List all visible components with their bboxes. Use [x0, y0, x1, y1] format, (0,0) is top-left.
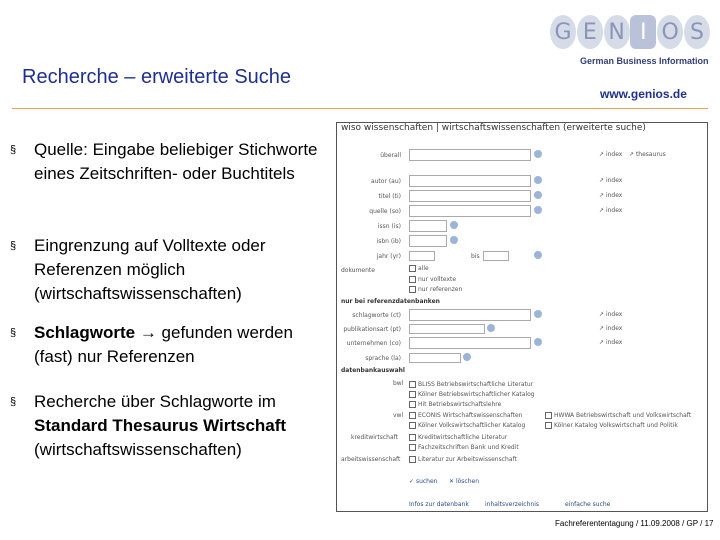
bullet-text: Eingrenzung auf Volltexte oder Referenzen möglich (wirtschaftswissenschaften): [34, 236, 266, 303]
bullet-marker: §: [10, 144, 17, 156]
index-link[interactable]: ↗ index: [599, 177, 623, 184]
field-label: jahr (yr): [376, 253, 401, 260]
index-link[interactable]: ↗ index: [599, 207, 623, 214]
index-link[interactable]: ↗ index: [599, 339, 623, 346]
thesaurus-link[interactable]: ↗ thesaurus: [629, 151, 666, 158]
dokumente-option[interactable]: nur referenzen: [409, 286, 462, 293]
arbeit-label: arbeitswissenschaft: [341, 456, 401, 463]
year-bis-label: bis: [471, 253, 480, 260]
bullet-bold: Standard Thesaurus Wirtschaft: [34, 416, 287, 435]
help-icon[interactable]: [534, 206, 542, 214]
database-option[interactable]: Kreditwirtschaftliche Literatur: [409, 434, 507, 441]
field-row: [337, 205, 707, 219]
slide-footer: Fachreferententagung / 11.09.2008 / GP / 17: [555, 519, 714, 528]
field-row: [337, 149, 707, 163]
bullet-marker: §: [10, 396, 17, 408]
isbn-input[interactable]: [409, 235, 447, 247]
database-option[interactable]: Literatur zur Arbeitswissenschaft: [409, 456, 517, 463]
database-option[interactable]: Fachzeitschriften Bank und Kredit: [409, 444, 519, 451]
year-to-select[interactable]: [483, 251, 509, 261]
dokumente-label: dokumente: [341, 267, 375, 274]
field-label: überall: [380, 152, 401, 159]
bullet-text-part: Recherche über Schlagworte im: [34, 392, 276, 411]
header-divider: [12, 108, 708, 109]
help-icon[interactable]: [534, 150, 542, 158]
help-icon[interactable]: [463, 353, 471, 361]
bullet-text: [34, 390, 324, 462]
search-button[interactable]: ✓ suchen: [409, 478, 438, 485]
pubtype-select[interactable]: [409, 324, 485, 334]
help-icon[interactable]: [534, 191, 542, 199]
logo-letter: S: [684, 15, 710, 49]
search-input[interactable]: [409, 149, 531, 161]
source-input[interactable]: [409, 205, 531, 217]
company-input[interactable]: [409, 337, 531, 349]
field-row: [337, 323, 707, 337]
field-row: [337, 175, 707, 189]
index-link[interactable]: ↗ index: [599, 311, 623, 318]
info-link[interactable]: Infos zur datenbank: [409, 501, 469, 508]
search-form-screenshot: [336, 122, 708, 512]
field-label: schlagworte (ct): [352, 312, 401, 319]
field-row: [337, 250, 707, 264]
field-label: unternehmen (co): [346, 340, 401, 347]
help-icon[interactable]: [534, 310, 542, 318]
website-url[interactable]: www.genios.de: [600, 87, 687, 101]
field-row: [337, 309, 707, 323]
index-link[interactable]: ↗ index: [599, 192, 623, 199]
bullet-marker: §: [10, 240, 17, 252]
field-row: [337, 337, 707, 351]
author-input[interactable]: [409, 175, 531, 187]
field-label: issn (is): [377, 223, 401, 230]
field-label: isbn (ib): [376, 238, 401, 245]
database-option[interactable]: ECONIS Wirtschaftswissenschaften: [409, 412, 522, 419]
field-row: [337, 352, 707, 366]
field-row: [337, 235, 707, 249]
help-icon[interactable]: [534, 176, 542, 184]
help-icon[interactable]: [450, 221, 458, 229]
referenz-heading: nur bei referenzdatenbanken: [341, 298, 440, 305]
help-icon[interactable]: [450, 236, 458, 244]
page-title: Recherche – erweiterte Suche: [22, 66, 292, 88]
field-label: quelle (so): [369, 208, 401, 215]
help-icon[interactable]: [534, 251, 542, 259]
help-icon[interactable]: [534, 338, 542, 346]
toc-link[interactable]: inhaltsverzeichnis: [485, 501, 540, 508]
bullet-text-part: (wirtschaftswissenschaften): [34, 440, 242, 459]
field-label: titel (ti): [378, 193, 401, 200]
issn-input[interactable]: [409, 220, 447, 232]
kredit-label: kreditwirtschaft: [351, 434, 398, 441]
bullet-rest: gefunden werden (fast) nur Referenzen: [34, 323, 293, 366]
index-link[interactable]: ↗ index: [599, 325, 623, 332]
logo-letter: N: [604, 15, 630, 49]
bullet-text: [34, 321, 324, 369]
field-label: sprache (la): [365, 355, 401, 362]
database-option[interactable]: Kölner Volkswirtschaftlicher Katalog: [409, 422, 525, 429]
datenbank-heading: datenbankauswahl: [341, 367, 405, 374]
vwl-label: vwl: [393, 412, 404, 419]
dokumente-option[interactable]: alle: [409, 265, 429, 272]
field-label: publikationsart (pt): [343, 326, 401, 333]
bullet-bold: Schlagworte: [34, 323, 136, 342]
year-from-select[interactable]: [409, 251, 435, 261]
field-label: autor (au): [370, 178, 401, 185]
database-option[interactable]: Hit Betriebswirtschaftslehre: [409, 401, 501, 408]
help-icon[interactable]: [487, 324, 495, 332]
genios-logo: [550, 12, 710, 72]
logo-letters: [550, 12, 710, 52]
logo-subtitle: German Business Information: [580, 56, 709, 66]
clear-button[interactable]: ✕ löschen: [449, 478, 479, 485]
field-row: [337, 220, 707, 234]
database-option[interactable]: Kölner Katalog Volkswirtschaft und Politik: [545, 422, 678, 429]
index-link[interactable]: ↗ index: [599, 151, 623, 158]
database-option[interactable]: HWWA Betriebswirtschaft und Volkswirtschaft: [545, 412, 691, 419]
database-option[interactable]: BLISS Betriebswirtschaftliche Literatur: [409, 381, 533, 388]
database-option[interactable]: Kölner Betriebswirtschaftlicher Katalog: [409, 391, 535, 398]
language-select[interactable]: [409, 353, 461, 363]
keyword-input[interactable]: [409, 309, 531, 321]
bullet-text: Quelle: Eingabe beliebiger Stichworte eines Zeitschriften- oder Buchtitels: [34, 140, 318, 183]
logo-letter: I: [630, 15, 656, 49]
simple-search-link[interactable]: einfache suche: [565, 501, 611, 508]
dokumente-option[interactable]: nur volltexte: [409, 276, 456, 283]
field-row: [337, 190, 707, 204]
bwl-label: bwl: [393, 380, 404, 387]
bullet-marker: §: [10, 327, 17, 339]
form-heading: wiso wissenschaften | wirtschaftswissenschaften (erweiterte suche): [341, 123, 646, 133]
logo-letter: G: [550, 15, 576, 49]
logo-letter: E: [577, 15, 603, 49]
arrow-icon: →: [139, 323, 157, 342]
title-input[interactable]: [409, 190, 531, 202]
logo-letter: O: [657, 15, 683, 49]
